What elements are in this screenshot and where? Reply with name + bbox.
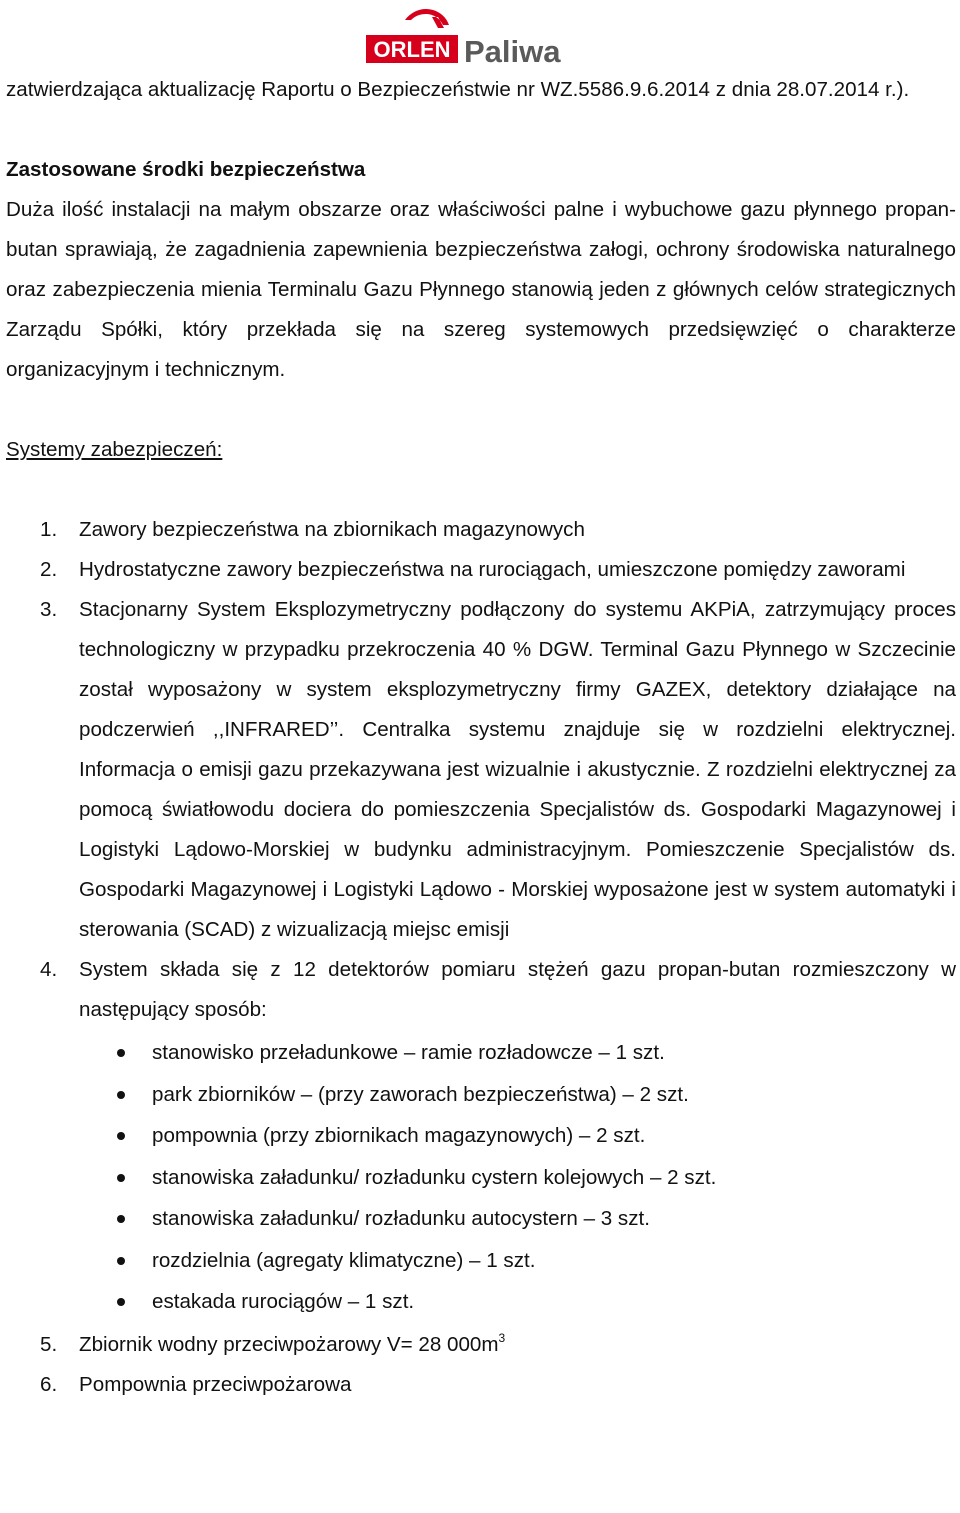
item-text: Stacjonarny System Eksplozymetryczny podłączony do systemu AKPiA, zatrzymujący proces technologiczny w przypadku przekroczenia 40 % DGW. Terminal Gazu Płynnego w Szczecinie został wyposażony w system eksplozymetryczny firmy GAZEX, detektory działające na podczerwień ,,INFRARED’’. Centralka systemu znajduje się w rozdzielni elektrycznej. Informacja o emisji gazu przekazywana jest wizualnie i akustycznie. Z rozdzielni elektrycznej za pomocą światłowodu dociera do pomieszczenia Specjalistów ds. Gospodarki Magazynowej i Logistyki Lądowo-Morskiej w budynku administracyjnym. Pomieszczenie Specjalistów ds. Gospodarki Magazynowej i Logistyki Lądowo - Morskiej wyposażone jest w system automatyki i sterowania (SCAD) z wizualizacją miejsc emisji: [79, 598, 956, 941]
bullet-icon: [117, 1132, 125, 1140]
systems-list: [6, 510, 956, 1405]
item-number: 6.: [40, 1372, 58, 1396]
logo-orlen-text: ORLEN: [373, 37, 451, 62]
bullet-icon: [117, 1215, 125, 1223]
bullet-icon: [117, 1298, 125, 1306]
list-item: [6, 1325, 956, 1365]
bullet-icon: [117, 1091, 125, 1099]
item-number: 5.: [40, 1332, 58, 1356]
bullet-item: park zbiorników – (przy zaworach bezpieczeństwa) – 2 szt.: [79, 1074, 956, 1116]
item-number: 4.: [40, 958, 58, 981]
item-number: 3.: [40, 598, 58, 621]
bullet-item: rozdzielnia (agregaty klimatyczne) – 1 szt.: [79, 1240, 956, 1282]
item-number: 2.: [40, 558, 58, 581]
item-text: Zawory bezpieczeństwa na zbiornikach magazynowych: [79, 518, 585, 541]
bullet-icon: [117, 1257, 125, 1265]
bullet-icon: [117, 1174, 125, 1182]
item-text: Zbiornik wodny przeciwpożarowy V= 28 $000m^3$: [79, 1330, 506, 1356]
list-item: [6, 590, 956, 950]
item-text: Pompownia przeciwpożarowa: [79, 1372, 352, 1396]
systems-heading: Systemy zabezpieczeń:: [6, 438, 223, 461]
list-item: [6, 950, 956, 1323]
list-item: [6, 1365, 956, 1405]
bullet-item: stanowiska załadunku/ rozładunku cystern kolejowych – 2 szt.: [79, 1157, 956, 1199]
bullet-item: stanowisko przeładunkowe – ramie rozładowcze – 1 szt.: [79, 1032, 956, 1074]
document-body: [6, 70, 956, 1405]
item-text: System składa się z 12 detektorów pomiaru stężeń gazu propan-butan rozmieszczony w następujący sposób:: [79, 958, 956, 1021]
logo-paliwa-text: Paliwa: [464, 34, 561, 67]
section-heading: Zastosowane środki bezpieczeństwa: [6, 158, 366, 181]
intro-text: zatwierdzająca aktualizację Raportu o Bezpieczeństwie nr WZ.5586.9.6.2014 z dnia 28.07.2014 r.).: [6, 78, 910, 101]
item-text: Hydrostatyczne zawory bezpieczeństwa na rurociągach, umieszczone pomiędzy zaworami: [79, 558, 906, 581]
bullet-item: estakada rurociągów – 1 szt.: [79, 1281, 956, 1323]
list-item: [6, 510, 956, 550]
orlen-paliwa-logo: [364, 3, 582, 67]
detector-locations-list: [79, 1032, 956, 1323]
bullet-item: pompownia (przy zbiornikach magazynowych) – 2 szt.: [79, 1115, 956, 1157]
bullet-icon: [117, 1049, 125, 1057]
superscript: 3: [498, 1330, 506, 1345]
body-paragraph: Duża ilość instalacji na małym obszarze oraz właściwości palne i wybuchowe gazu płynnego propan-butan sprawiają, że zagadnienia zapewnienia bezpieczeństwa załogi, ochrony środowiska naturalnego oraz zabezpieczenia mienia Terminalu Gazu Płynnego stanowią jeden z głównych celów strategicznych Zarządu Spółki, który przekłada się na szereg systemowych przedsięwzięć o charakterze organizacyjnym i technicznym.: [6, 198, 956, 381]
item-number: 1.: [40, 518, 58, 541]
orlen-eagle-icon: [405, 9, 449, 28]
list-item: [6, 550, 956, 590]
bullet-item: stanowiska załadunku/ rozładunku autocystern – 3 szt.: [79, 1198, 956, 1240]
